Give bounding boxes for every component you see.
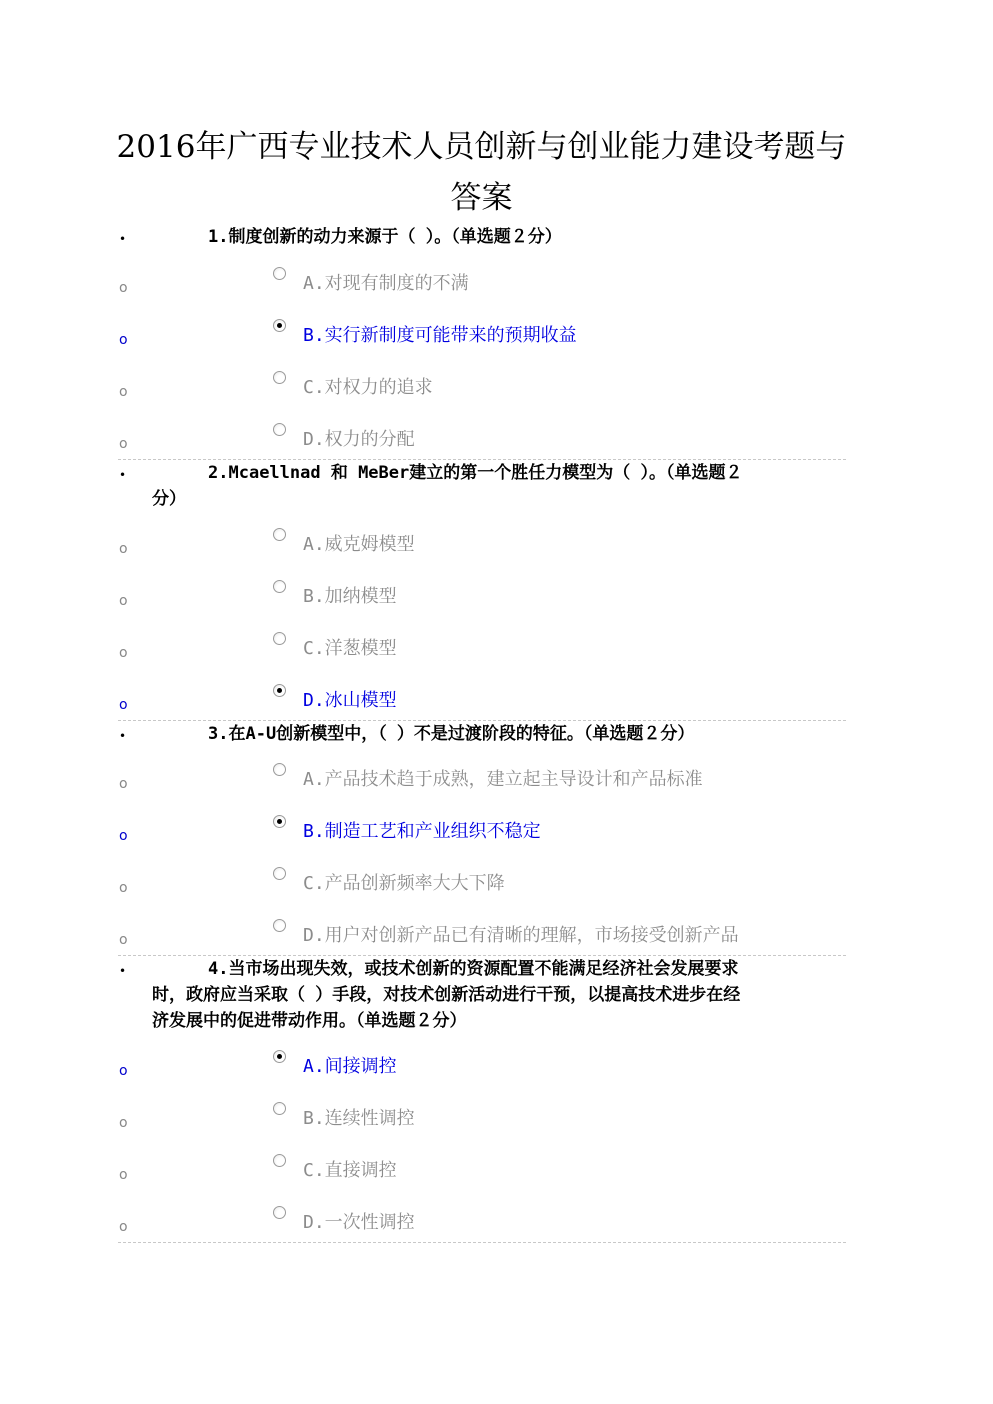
radio-option-c[interactable] [273,371,286,384]
radio-option-a-checked[interactable] [273,1050,286,1063]
radio-option-d-checked[interactable] [273,684,286,697]
divider [118,1242,846,1243]
option-label[interactable]: C.洋葱模型 [303,638,397,659]
option-label[interactable]: B.实行新制度可能带来的预期收益 [303,325,577,346]
bullet-icon: • [119,468,127,482]
document-title-line-2: 答案 [450,180,513,216]
option-bullet-icon: o [119,776,128,792]
option-bullet-icon: o [119,880,128,896]
option-bullet-icon: o [119,593,128,609]
bullet-icon: • [119,729,127,743]
radio-option-c[interactable] [273,632,286,645]
option-label[interactable]: D.冰山模型 [303,690,397,711]
option-bullet-icon: o [119,1167,128,1183]
option-bullet-icon: o [119,932,128,948]
bullet-icon: • [119,964,127,978]
option-bullet-icon: o [119,332,128,348]
radio-option-c[interactable] [273,867,286,880]
option-bullet-icon: o [119,828,128,844]
bullet-icon: • [119,232,127,246]
radio-option-d[interactable] [273,1206,286,1219]
option-label[interactable]: C.对权力的追求 [303,377,433,398]
question-text: 3.在A-U创新模型中，（ ）不是过渡阶段的特征。（单选题２分） [208,724,695,744]
option-label[interactable]: A.产品技术趋于成熟，建立起主导设计和产品标准 [303,769,703,790]
option-bullet-icon: o [119,1063,128,1079]
radio-option-a[interactable] [273,528,286,541]
radio-option-b-checked[interactable] [273,815,286,828]
option-label[interactable]: A.威克姆模型 [303,534,415,555]
option-label[interactable]: B.连续性调控 [303,1108,415,1129]
option-label[interactable]: D.一次性调控 [303,1212,415,1233]
radio-option-b[interactable] [273,580,286,593]
radio-option-b-checked[interactable] [273,319,286,332]
radio-option-c[interactable] [273,1154,286,1167]
question-text: 2.Mcaellnad 和 MeBer建立的第一个胜任力模型为（ ）。（单选题２ 分） [152,463,743,509]
option-bullet-icon: o [119,280,128,296]
question-text: 1.制度创新的动力来源于（ ）。（单选题２分） [208,227,562,247]
question-text: 4.当市场出现失效，或技术创新的资源配置不能满足经济社会发展要求 时，政府应当采取（ ）手段，对技术创新活动进行干预，以提高技术进步在经 济发展中的促进带动作用。（单选题２分） [152,959,741,1031]
option-label[interactable]: C.产品创新频率大大下降 [303,873,505,894]
document-title-line-1: 2016年广西专业技术人员创新与创业能力建设考题与 [116,129,847,165]
option-label[interactable]: C.直接调控 [303,1160,397,1181]
option-bullet-icon: o [119,1219,128,1235]
option-bullet-icon: o [119,697,128,713]
radio-option-a[interactable] [273,763,286,776]
radio-option-d[interactable] [273,423,286,436]
option-bullet-icon: o [119,541,128,557]
option-bullet-icon: o [119,384,128,400]
option-bullet-icon: o [119,645,128,661]
radio-option-b[interactable] [273,1102,286,1115]
radio-option-a[interactable] [273,267,286,280]
option-bullet-icon: o [119,1115,128,1131]
option-label[interactable]: B.制造工艺和产业组织不稳定 [303,821,541,842]
option-label[interactable]: B.加纳模型 [303,586,397,607]
option-label[interactable]: A.间接调控 [303,1056,397,1077]
option-bullet-icon: o [119,436,128,452]
option-label[interactable]: D.用户对创新产品已有清晰的理解，市场接受创新产品 [303,925,739,946]
option-label[interactable]: A.对现有制度的不满 [303,273,469,294]
radio-option-d[interactable] [273,919,286,932]
option-label[interactable]: D.权力的分配 [303,429,415,450]
